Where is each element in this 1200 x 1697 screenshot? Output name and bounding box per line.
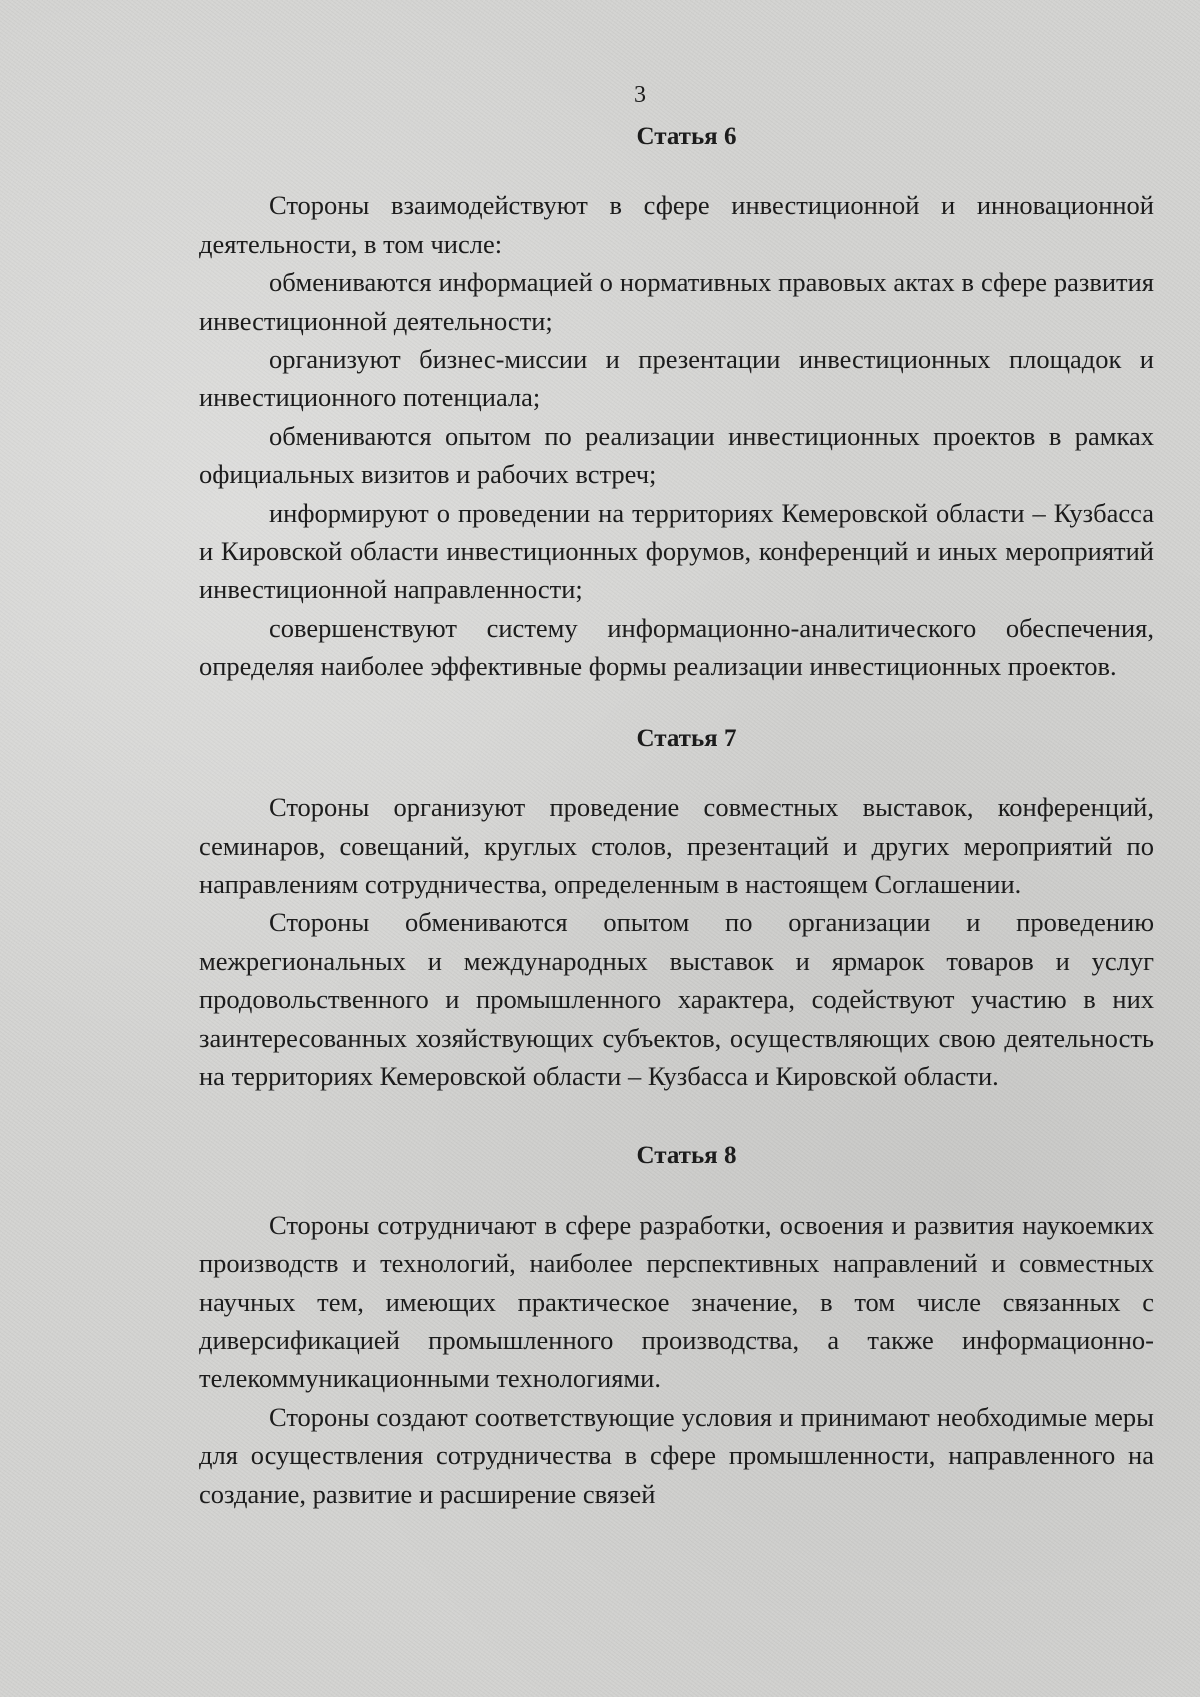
article-heading: Статья 6 (636, 123, 737, 150)
article-paragraph: обмениваются опытом по реализации инвестиционных проектов в рамках официальных визитов и рабочих встреч; (199, 420, 1154, 490)
article-paragraph: Стороны обмениваются опытом по организации и проведению межрегиональных и международных выставок и ярмарок товаров и услуг продовольственного и промышленного характера, содействуют участию в них заинтересованных хозяйствующих субъектов, осуществляющих свою деятельность на территориях Кемеровской области – Кузбасса и Кировской области. (199, 907, 1154, 1091)
article-8 (199, 1137, 1154, 1513)
article-paragraph: организуют бизнес-миссии и презентации инвестиционных площадок и инвестиционного потенциала; (199, 344, 1154, 413)
article-paragraph: информируют о проведении на территориях Кемеровской области – Кузбасса и Кировской области инвестиционных форумов, конференций и иных мероприятий инвестиционной направленности; (199, 497, 1154, 605)
document-body (199, 118, 1154, 1513)
article-paragraph: Стороны взаимодействуют в сфере инвестиционной и инновационной деятельности, в том числе: (199, 190, 1154, 259)
article-paragraph: Стороны создают соответствующие условия и принимают необходимые меры для осуществления сотрудничества в сфере промышленности, направленного на создание, развитие и расширение связей (199, 1401, 1154, 1509)
article-paragraph: Стороны организуют проведение совместных выставок, конференций, семинаров, совещаний, круглых столов, презентаций и других мероприятий по направлениям сотрудничества, определенным в настоящем Соглашении. (199, 792, 1154, 899)
page-number: 3 (634, 82, 646, 108)
article-7 (199, 720, 1154, 1096)
article-heading: Статья 8 (636, 1142, 737, 1170)
article-heading: Статья 7 (636, 724, 737, 752)
article-paragraph: обмениваются информацией о нормативных правовых актах в сфере развития инвестиционной деятельности; (199, 267, 1154, 336)
article-6 (199, 118, 1154, 686)
article-paragraph: Стороны сотрудничают в сфере разработки, освоения и развития наукоемких производств и технологий, наиболее перспективных направлений и совместных научных тем, имеющих практическое значение, в том числе связанных с диверсификацией промышленного производства, а также информационно-телекоммуникационными технологиями. (199, 1209, 1154, 1394)
article-paragraph: совершенствуют систему информационно-аналитического обеспечения, определяя наиболее эффективные формы реализации инвестиционных проектов. (199, 612, 1154, 682)
